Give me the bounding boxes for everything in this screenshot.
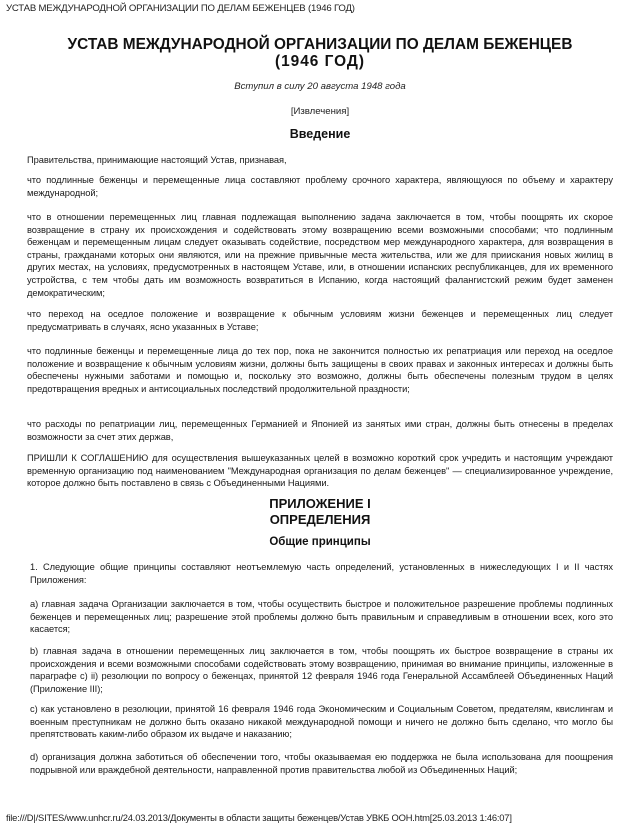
preamble-paragraph: что подлинные беженцы и перемещенные лица до тех пор, пока не закончится полностью их репатриация или переход на оседлое положение и возвращение к обычным условиям жизни, должны быть защищены в своих правах и законных интересах и должны быть обеспечены нужными заботами и помощью и, поскольку это возможно, должны быть обеспечены полезным трудом в целях предотвращения вредных и антисоциальных последствий продолжительной праздности; <box>27 346 613 394</box>
preamble-paragraph: что в отношении перемещенных лиц главная подлежащая выполнению задача заключается в том, чтобы поощрять их скорое возвращение в страну их происхождения и содействовать этому возвращению всеми возможными способами; что подлинным беженцам и перемещенным лицам следует оказывать содействие, посредством мер международного характера, для возвращения в страны, гражданами которых они являются, или на прежние привычные места жительства, или же для приискания новых жилищ в других местах, на условиях, предусмотренных в настоящем Уставе, или, в отношении испанских республиканцев, для их временного устройства, с тем чтобы дать им возможность возвратиться в Испанию, когда настоящий фалангистский режим будет заменен демократическим; <box>27 212 613 298</box>
title-line-2: (1946 ГОД) <box>274 53 366 70</box>
annex-heading-line-2: ОПРЕДЕЛЕНИЯ <box>269 512 371 527</box>
principle-item: d) организация должна заботиться об обеспечении того, чтобы оказываемая ею поддержка не была использована для поощрения подрывной или враждебной деятельности, направленной против правительства любой из Объединенных Наций; <box>30 752 613 775</box>
principle-item: 1. Следующие общие принципы составляют неотъемлемую часть определений, установленных в нижеследующих I и II частях Приложения: <box>30 562 613 585</box>
annex-heading <box>0 496 640 528</box>
preamble-agreement: ПРИШЛИ К СОГЛАШЕНИЮ для осуществления вышеуказанных целей в возможно короткий срок учредить и настоящим учреждают временную организацию под наименованием "Международная организация по делам беженцев" — специализированное учреждение, которое должно быть поставлено в связь с Объединенными Нациями. <box>27 453 613 489</box>
principle-item: b) главная задача в отношении перемещенных лиц заключается в том, чтобы поощрять их быстрое возвращение в страны их происхождения и всеми возможными способами содействовать этому возвращению, принимая во внимание принципы, изложенные в параграфе с) ii) резолюции по вопросу о беженцах, принятой 12 февраля 1946 года Генеральной Ассамблеей Объединенных Наций (Приложение III); <box>30 646 613 694</box>
preamble-paragraph: что переход на оседлое положение и возвращение к обычным условиям жизни беженцев и перемещенных лиц следует предусматривать в случаях, ясно указанных в Уставе; <box>27 309 613 332</box>
preamble-paragraph: Правительства, принимающие настоящий Устав, признавая, <box>27 155 287 165</box>
preamble-paragraph: что расходы по репатриации лиц, перемещенных Германией и Японией из занятых ими стран, должны быть отнесены в пределах возможности за счет этих держав, <box>27 419 613 442</box>
principle-item: c) как установлено в резолюции, принятой 16 февраля 1946 года Экономическим и Социальным Советом, предателям, квислингам и военным преступникам не должно быть оказано никакой международной помощи и ничего не должно быть сделано, что могло бы препятствовать каким-либо образом их выдаче и наказанию; <box>30 704 613 740</box>
document-title <box>0 36 640 70</box>
principles-heading: Общие принципы <box>269 536 371 548</box>
running-header: УСТАВ МЕЖДУНАРОДНОЙ ОРГАНИЗАЦИИ ПО ДЕЛАМ БЕЖЕНЦЕВ (1946 ГОД) <box>6 3 355 14</box>
footer-file-path: file:///D|/SITES/www.unhcr.ru/24.03.2013/Документы в области защиты беженцев/Устав УВКБ ООН.htm[25.03.2013 1:46:07] <box>6 812 512 823</box>
entry-into-force: Вступил в силу 20 августа 1948 года <box>234 81 406 92</box>
extract-note: [Извлечения] <box>290 106 350 117</box>
annex-heading-line-1: ПРИЛОЖЕНИЕ I <box>269 496 371 511</box>
preamble-paragraph: что подлинные беженцы и перемещенные лица составляют проблему срочного характера, являющуюся по объему и характеру международной; <box>27 175 613 198</box>
principle-item: а) главная задача Организации заключается в том, чтобы осуществить быстрое и положительное разрешение проблемы подлинных беженцев и перемещенных лиц; разрешение этой проблемы должно быть правильным и справедливым в отношении всех, кого это касается; <box>30 599 613 635</box>
intro-heading: Введение <box>289 127 351 141</box>
title-line-1: УСТАВ МЕЖДУНАРОДНОЙ ОРГАНИЗАЦИИ ПО ДЕЛАМ БЕЖЕНЦЕВ <box>67 36 573 53</box>
